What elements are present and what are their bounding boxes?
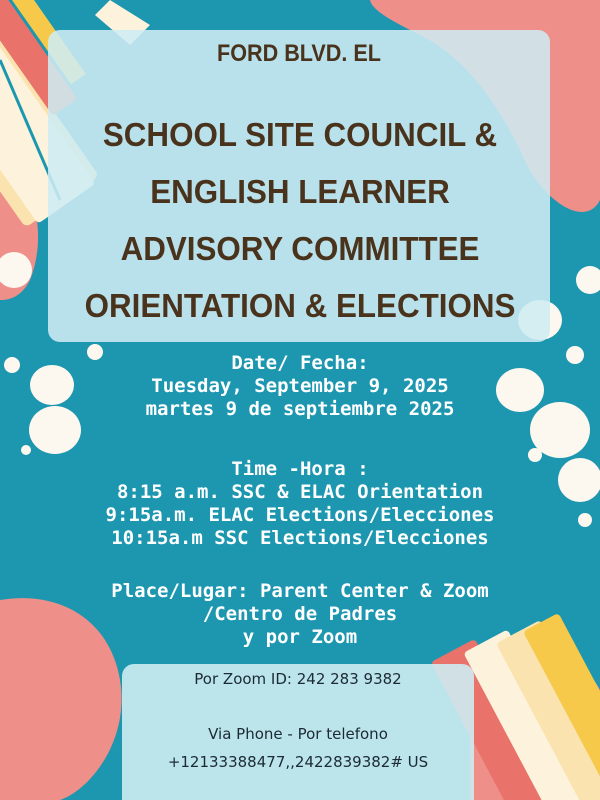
title-line: SCHOOL SITE COUNCIL & xyxy=(102,116,498,153)
time-item: 9:15a.m. ELAC Elections/Elecciones xyxy=(105,504,495,526)
phone-number: +12133388477,,2422839382# US xyxy=(167,753,429,771)
place-line: Place/Lugar: Parent Center & Zoom xyxy=(111,580,489,602)
school-name: FORD BLVD. EL xyxy=(217,40,381,67)
date-english: Tuesday, September 9, 2025 xyxy=(151,375,449,397)
zoom-id: Por Zoom ID: 242 283 9382 xyxy=(194,670,402,688)
phone-label: Via Phone - Por telefono xyxy=(208,725,388,743)
title-line: ENGLISH LEARNER xyxy=(150,173,450,210)
date-section xyxy=(20,352,580,421)
date-label: Date/ Fecha: xyxy=(231,352,369,374)
time-item: 10:15a.m SSC Elections/Elecciones xyxy=(111,527,489,549)
place-line: /Centro de Padres xyxy=(202,603,398,625)
time-item: 8:15 a.m. SSC & ELAC Orientation xyxy=(116,481,484,503)
time-section xyxy=(20,458,580,550)
place-line: y por Zoom xyxy=(242,626,358,648)
date-spanish: martes 9 de septiembre 2025 xyxy=(145,398,455,420)
title-line: ADVISORY COMMITTEE xyxy=(120,230,480,267)
event-title xyxy=(44,106,557,334)
title-line: ORIENTATION & ELECTIONS xyxy=(84,287,516,324)
time-label: Time -Hora : xyxy=(231,458,369,480)
place-section xyxy=(20,580,580,649)
